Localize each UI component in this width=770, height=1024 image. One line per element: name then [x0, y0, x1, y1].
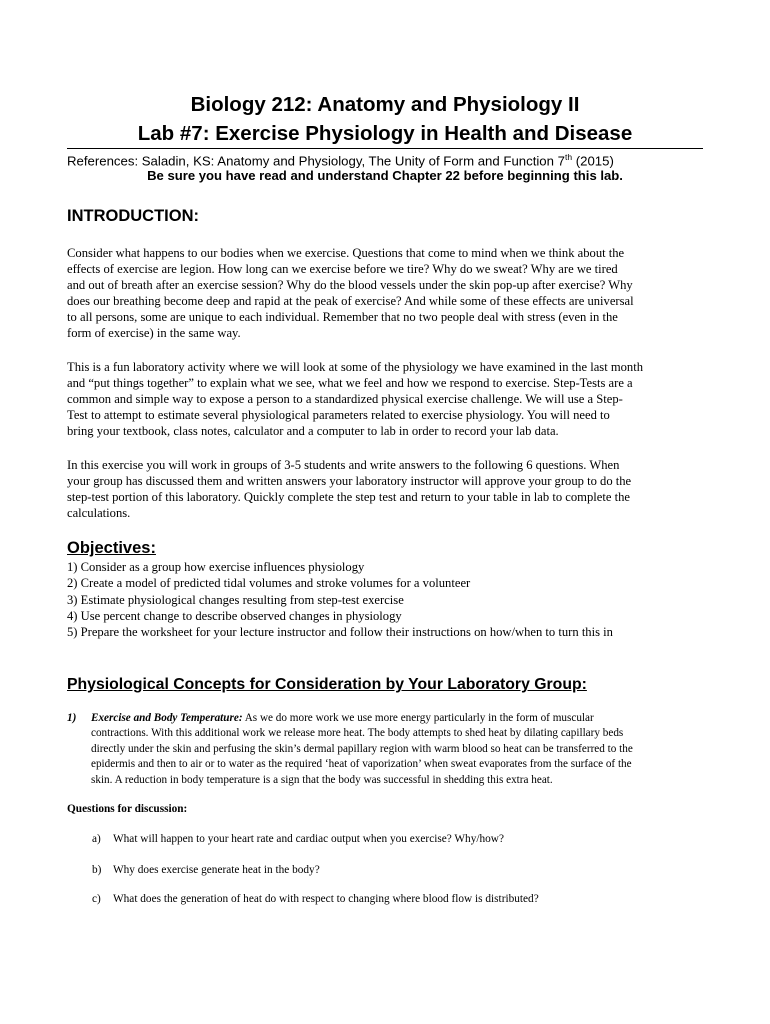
- paragraph-line: calculations.: [67, 506, 131, 521]
- concept-line: contractions. With this additional work we release more heat. The body attempts to shed heat by dilating capillary beds: [91, 727, 624, 740]
- introduction-heading: INTRODUCTION:: [67, 207, 199, 225]
- question-text: What does the generation of heat do with respect to changing where blood flow is distributed?: [113, 893, 539, 905]
- paragraph-line: and “put things together” to explain what we see, what we feel and how we respond to exercise. Step-Tests are a: [67, 376, 633, 391]
- paragraph-line: In this exercise you will work in groups of 3-5 students and write answers to the following 6 questions. When: [67, 458, 620, 472]
- question-marker: b): [92, 864, 102, 876]
- lab-title: Lab #7: Exercise Physiology in Health and Disease: [137, 122, 633, 145]
- paragraph-line: effects of exercise are legion. How long can we exercise before we tire? Why do we sweat? Why are we tired: [67, 262, 618, 277]
- title-rule: [67, 148, 703, 149]
- concept-number: 1): [67, 712, 77, 724]
- objective-item: 4) Use percent change to describe observed changes in physiology: [67, 608, 402, 623]
- references-line: [67, 152, 707, 168]
- paragraph-line: does our breathing become deep and rapid at the peak of exercise? And while some of these effects are universal: [67, 294, 634, 309]
- objective-item: 5) Prepare the worksheet for your lecture instructor and follow their instructions on how/when to turn this in: [67, 625, 613, 640]
- paragraph-line: and out of breath after an exercise session? Why do the blood vessels under the skin pop-up after exercise? Why: [67, 278, 633, 293]
- paragraph-line: Consider what happens to our bodies when we exercise. Questions that come to mind when we think about the: [67, 246, 625, 260]
- paragraph-line: bring your textbook, class notes, calculator and a computer to lab in order to record your lab data.: [67, 424, 559, 439]
- objective-item: 1) Consider as a group how exercise influences physiology: [67, 560, 365, 574]
- question-marker: c): [92, 893, 101, 905]
- be-sure-note: Be sure you have read and understand Chapter 22 before beginning this lab.: [147, 168, 623, 183]
- paragraph-line: your group has discussed them and written answers your laboratory instructor will approve your group to do the: [67, 474, 632, 489]
- document-title: Biology 212: Anatomy and Physiology II: [190, 93, 580, 116]
- objective-item: 3) Estimate physiological changes resulting from step-test exercise: [67, 592, 404, 607]
- concept-lead: Exercise and Body Temperature:: [91, 712, 243, 724]
- objective-item: 2) Create a model of predicted tidal volumes and stroke volumes for a volunteer: [67, 576, 471, 591]
- references-year: (2015): [572, 153, 614, 169]
- concept-first-line-rest: As we do more work we use more energy particularly in the form of muscular: [242, 712, 594, 724]
- question-item: [92, 833, 504, 845]
- paragraph-line: Test to attempt to estimate several physiological parameters related to exercise physiology. You will need to: [67, 408, 610, 423]
- intro-paragraph-1: [67, 245, 707, 342]
- question-item: [92, 893, 539, 905]
- paragraph-line: to all persons, some are unique to each individual. Remember that no two people deal with stress (even in the: [67, 310, 618, 325]
- paragraph-line: form of exercise) in the same way.: [67, 326, 241, 341]
- paragraph-line: common and simple way to expose a person to a standardized physical exercise challenge. We will use a Step-: [67, 392, 623, 407]
- intro-paragraph-3: [67, 457, 707, 521]
- question-text: Why does exercise generate heat in the body?: [113, 864, 320, 876]
- intro-paragraph-2: [67, 359, 707, 439]
- concept-first-line: [91, 711, 711, 726]
- references-sup: th: [564, 152, 573, 162]
- question-marker: a): [92, 833, 101, 845]
- concept-line: directly under the skin and perfusing the skin’s dermal papillary region with warm blood so heat can be transferred to the: [91, 742, 633, 755]
- objectives-heading: Objectives:: [67, 539, 156, 557]
- question-item: [92, 864, 320, 876]
- concept-line: skin. A reduction in body temperature is a sign that the body was successful in shedding this extra heat.: [91, 773, 553, 786]
- concept-body: [91, 711, 711, 788]
- concepts-heading: Physiological Concepts for Consideration by Your Laboratory Group:: [67, 676, 587, 693]
- paragraph-line: step-test portion of this laboratory. Quickly complete the step test and return to your table in lab to complete the: [67, 490, 630, 505]
- references-text: References: Saladin, KS: Anatomy and Physiology, The Unity of Form and Function 7: [67, 153, 565, 169]
- questions-heading: Questions for discussion:: [67, 803, 188, 815]
- objectives-list: [67, 559, 707, 640]
- paragraph-line: This is a fun laboratory activity where we will look at some of the physiology we have examined in the last month: [67, 360, 644, 374]
- concept-line: epidermis and then to air or to water as the required ‘heat of vaporization’ when sweat evaporates from the surface of the: [91, 758, 632, 771]
- question-text: What will happen to your heart rate and cardiac output when you exercise? Why/how?: [113, 833, 504, 845]
